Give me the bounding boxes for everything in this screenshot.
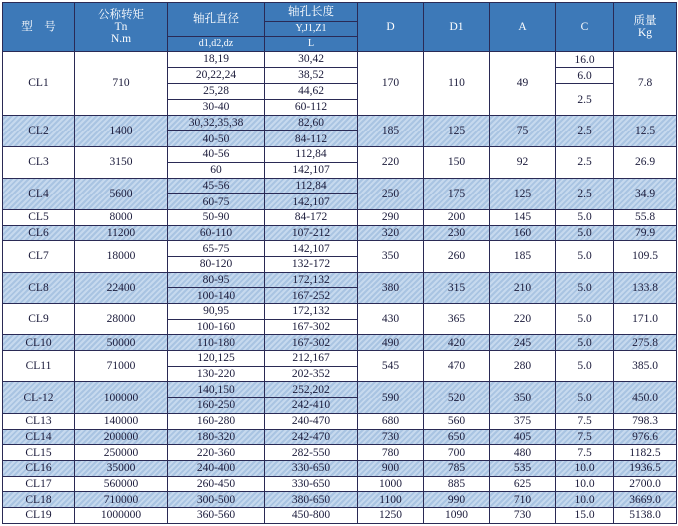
c-cell: 5.0: [556, 335, 614, 351]
mass-cell: 976.6: [614, 429, 677, 445]
mass-cell: 5138.0: [614, 507, 677, 523]
table-row: [3, 429, 677, 445]
table-row: [3, 335, 677, 351]
bore-diameter-cell: 50-90: [168, 209, 265, 225]
a-cell: 480: [490, 445, 556, 461]
mass-cell: 26.9: [614, 147, 677, 178]
torque-cell: 140000: [75, 413, 168, 429]
a-cell: 92: [490, 147, 556, 178]
c-cell: 10.0: [556, 492, 614, 508]
table-row: [3, 413, 677, 429]
bore-length-cell: 60-112: [265, 99, 358, 115]
bore-length-cell: 84-172: [265, 209, 358, 225]
d-cell: 1100: [358, 492, 424, 508]
header-mass-name: 质量: [633, 14, 657, 27]
torque-cell: 1000000: [75, 507, 168, 523]
table-row: [3, 147, 677, 163]
a-cell: 535: [490, 460, 556, 476]
table-row: [3, 272, 677, 288]
bore-length-cell: 450-800: [265, 507, 358, 523]
d-cell: 220: [358, 147, 424, 178]
header-bore-diameter-sub: d1,d2,dz: [168, 37, 265, 52]
bore-length-cell: 112,84: [265, 147, 358, 163]
bore-diameter-cell: 60-75: [168, 194, 265, 210]
table-row: [3, 241, 677, 257]
bore-length-cell: 44,62: [265, 83, 358, 99]
a-cell: 625: [490, 476, 556, 492]
torque-cell: 71000: [75, 351, 168, 382]
bore-length-cell: 167-302: [265, 319, 358, 335]
torque-cell: 8000: [75, 209, 168, 225]
bore-length-cell: 380-650: [265, 492, 358, 508]
bore-diameter-cell: 30,32,35,38: [168, 115, 265, 131]
d-cell: 185: [358, 115, 424, 146]
header-torque: [75, 3, 168, 52]
table-row: [3, 382, 677, 398]
model-cell: CL17: [3, 476, 75, 492]
model-cell: CL2: [3, 115, 75, 146]
torque-cell: 200000: [75, 429, 168, 445]
header-bore-length-sub: Y,J1,Z1: [265, 22, 358, 37]
mass-cell: 450.0: [614, 382, 677, 413]
d1-cell: 470: [424, 351, 490, 382]
d-cell: 545: [358, 351, 424, 382]
table-row: [3, 460, 677, 476]
bore-diameter-cell: 120,125: [168, 351, 265, 367]
a-cell: 730: [490, 507, 556, 523]
torque-cell: 100000: [75, 382, 168, 413]
bore-diameter-cell: 240-400: [168, 460, 265, 476]
bore-diameter-cell: 40-50: [168, 131, 265, 147]
model-cell: CL1: [3, 52, 75, 116]
mass-cell: 79.9: [614, 225, 677, 241]
mass-cell: 7.8: [614, 52, 677, 116]
c-cell: 5.0: [556, 382, 614, 413]
mass-cell: 2700.0: [614, 476, 677, 492]
table-row: [3, 507, 677, 523]
a-cell: 145: [490, 209, 556, 225]
torque-cell: 710: [75, 52, 168, 116]
d1-cell: 520: [424, 382, 490, 413]
bore-length-cell: 330-650: [265, 460, 358, 476]
torque-cell: 1400: [75, 115, 168, 146]
bore-length-cell: 107-212: [265, 225, 358, 241]
d1-cell: 150: [424, 147, 490, 178]
d1-cell: 1090: [424, 507, 490, 523]
d1-cell: 785: [424, 460, 490, 476]
bore-diameter-cell: 60-110: [168, 225, 265, 241]
d1-cell: 125: [424, 115, 490, 146]
d1-cell: 200: [424, 209, 490, 225]
d-cell: 250: [358, 178, 424, 209]
model-cell: CL15: [3, 445, 75, 461]
mass-cell: 171.0: [614, 304, 677, 335]
a-cell: 160: [490, 225, 556, 241]
d1-cell: 560: [424, 413, 490, 429]
bore-diameter-cell: 300-500: [168, 492, 265, 508]
c-cell: 5.0: [556, 304, 614, 335]
torque-cell: 18000: [75, 241, 168, 272]
a-cell: 75: [490, 115, 556, 146]
spec-table-container: [2, 2, 676, 522]
a-cell: 350: [490, 382, 556, 413]
bore-length-cell: 142,107: [265, 241, 358, 257]
bore-length-cell: 142,107: [265, 162, 358, 178]
c-cell: 7.5: [556, 429, 614, 445]
mass-cell: 133.8: [614, 272, 677, 303]
header-bore-diameter: 轴孔直径: [168, 3, 265, 37]
c-cell: 7.5: [556, 413, 614, 429]
table-row: [3, 476, 677, 492]
d-cell: 430: [358, 304, 424, 335]
c-cell: 2.5: [556, 147, 614, 178]
header-c: C: [556, 3, 614, 52]
c-cell: 5.0: [556, 225, 614, 241]
d-cell: 1250: [358, 507, 424, 523]
table-row: [3, 304, 677, 320]
mass-cell: 34.9: [614, 178, 677, 209]
torque-cell: 5600: [75, 178, 168, 209]
model-cell: CL5: [3, 209, 75, 225]
d-cell: 900: [358, 460, 424, 476]
model-cell: CL11: [3, 351, 75, 382]
d1-cell: 990: [424, 492, 490, 508]
bore-diameter-cell: 65-75: [168, 241, 265, 257]
d1-cell: 650: [424, 429, 490, 445]
bore-diameter-cell: 90,95: [168, 304, 265, 320]
bore-length-cell: 282-550: [265, 445, 358, 461]
table-row: [3, 115, 677, 131]
bore-length-cell: 242-470: [265, 429, 358, 445]
table-row: [3, 178, 677, 194]
mass-cell: 1182.5: [614, 445, 677, 461]
bore-diameter-cell: 180-320: [168, 429, 265, 445]
c-cell: 5.0: [556, 241, 614, 272]
mass-cell: 385.0: [614, 351, 677, 382]
c-cell: 5.0: [556, 272, 614, 303]
torque-cell: 22400: [75, 272, 168, 303]
bore-length-cell: 38,52: [265, 67, 358, 83]
c-cell: 2.5: [556, 178, 614, 209]
d1-cell: 420: [424, 335, 490, 351]
a-cell: 210: [490, 272, 556, 303]
bore-length-cell: 172,132: [265, 304, 358, 320]
c-cell: 7.5: [556, 445, 614, 461]
mass-cell: 275.8: [614, 335, 677, 351]
bore-diameter-cell: 100-140: [168, 288, 265, 304]
d1-cell: 230: [424, 225, 490, 241]
bore-length-cell: 202-352: [265, 366, 358, 382]
model-cell: CL14: [3, 429, 75, 445]
bore-diameter-cell: 18,19: [168, 52, 265, 68]
a-cell: 710: [490, 492, 556, 508]
header-d1: D1: [424, 3, 490, 52]
bore-diameter-cell: 40-56: [168, 147, 265, 163]
bore-diameter-cell: 20,22,24: [168, 67, 265, 83]
torque-cell: 560000: [75, 476, 168, 492]
bore-length-cell: 252,202: [265, 382, 358, 398]
bore-length-cell: 330-650: [265, 476, 358, 492]
mass-cell: 109.5: [614, 241, 677, 272]
d1-cell: 260: [424, 241, 490, 272]
d1-cell: 110: [424, 52, 490, 116]
a-cell: 125: [490, 178, 556, 209]
model-cell: CL4: [3, 178, 75, 209]
d-cell: 680: [358, 413, 424, 429]
bore-diameter-cell: 60: [168, 162, 265, 178]
torque-cell: 250000: [75, 445, 168, 461]
table-row: [3, 52, 677, 68]
mass-cell: 798.3: [614, 413, 677, 429]
table-row: [3, 492, 677, 508]
d1-cell: 700: [424, 445, 490, 461]
d1-cell: 315: [424, 272, 490, 303]
bore-diameter-cell: 30-40: [168, 99, 265, 115]
d-cell: 490: [358, 335, 424, 351]
bore-diameter-cell: 160-280: [168, 413, 265, 429]
d-cell: 730: [358, 429, 424, 445]
c-cell: 10.0: [556, 476, 614, 492]
header-model: 型 号: [3, 3, 75, 52]
mass-cell: 55.8: [614, 209, 677, 225]
bore-diameter-cell: 25,28: [168, 83, 265, 99]
header-a: A: [490, 3, 556, 52]
bore-length-cell: 212,167: [265, 351, 358, 367]
coupling-spec-table: [2, 2, 677, 524]
mass-cell: 1936.5: [614, 460, 677, 476]
a-cell: 185: [490, 241, 556, 272]
bore-length-cell: 82,60: [265, 115, 358, 131]
bore-length-cell: 84-112: [265, 131, 358, 147]
c-cell: 10.0: [556, 460, 614, 476]
table-row: [3, 445, 677, 461]
bore-length-cell: 172,132: [265, 272, 358, 288]
header-torque-name: 公称转矩: [98, 8, 144, 21]
table-row: [3, 225, 677, 241]
d1-cell: 365: [424, 304, 490, 335]
torque-cell: 11200: [75, 225, 168, 241]
d1-cell: 885: [424, 476, 490, 492]
c-cell: 5.0: [556, 351, 614, 382]
bore-diameter-cell: 220-360: [168, 445, 265, 461]
torque-cell: 50000: [75, 335, 168, 351]
bore-diameter-cell: 80-120: [168, 256, 265, 272]
model-cell: CL8: [3, 272, 75, 303]
c-value: 16.0: [556, 52, 613, 68]
model-cell: CL19: [3, 507, 75, 523]
c-cell: 2.5: [556, 115, 614, 146]
bore-diameter-cell: 140,150: [168, 382, 265, 398]
model-cell: CL18: [3, 492, 75, 508]
a-cell: 49: [490, 52, 556, 116]
torque-cell: 35000: [75, 460, 168, 476]
bore-length-cell: 30,42: [265, 52, 358, 68]
torque-cell: 710000: [75, 492, 168, 508]
bore-diameter-cell: 100-160: [168, 319, 265, 335]
model-cell: CL13: [3, 413, 75, 429]
a-cell: 220: [490, 304, 556, 335]
d-cell: 320: [358, 225, 424, 241]
model-cell: CL9: [3, 304, 75, 335]
model-cell: CL7: [3, 241, 75, 272]
header-bore-length-symbol: L: [265, 37, 358, 52]
model-cell: CL-12: [3, 382, 75, 413]
d-cell: 290: [358, 209, 424, 225]
c-values-stack: [556, 52, 613, 115]
model-cell: CL6: [3, 225, 75, 241]
d-cell: 380: [358, 272, 424, 303]
header-torque-unit: N.m: [110, 33, 132, 46]
bore-length-cell: 142,107: [265, 194, 358, 210]
bore-diameter-cell: 45-56: [168, 178, 265, 194]
mass-cell: 12.5: [614, 115, 677, 146]
bore-length-cell: 167-252: [265, 288, 358, 304]
d-cell: 1000: [358, 476, 424, 492]
header-torque-symbol: Tn: [114, 20, 128, 33]
a-cell: 245: [490, 335, 556, 351]
model-cell: CL16: [3, 460, 75, 476]
header-mass-unit: Kg: [637, 27, 653, 39]
c-value: 2.5: [577, 93, 592, 106]
bore-diameter-cell: 130-220: [168, 366, 265, 382]
a-cell: 375: [490, 413, 556, 429]
model-cell: CL3: [3, 147, 75, 178]
torque-cell: 3150: [75, 147, 168, 178]
bore-length-cell: 240-470: [265, 413, 358, 429]
header-bore-length: 轴孔长度: [265, 3, 358, 22]
bore-diameter-cell: 110-180: [168, 335, 265, 351]
c-cell: [556, 52, 614, 116]
bore-diameter-cell: 260-450: [168, 476, 265, 492]
table-row: [3, 351, 677, 367]
d1-cell: 175: [424, 178, 490, 209]
c-cell: 15.0: [556, 507, 614, 523]
d-cell: 350: [358, 241, 424, 272]
a-cell: 405: [490, 429, 556, 445]
header-d: D: [358, 3, 424, 52]
header-mass: [614, 3, 677, 52]
model-cell: CL10: [3, 335, 75, 351]
mass-cell: 3669.0: [614, 492, 677, 508]
d-cell: 170: [358, 52, 424, 116]
bore-diameter-cell: 160-250: [168, 398, 265, 414]
bore-length-cell: 167-302: [265, 335, 358, 351]
c-cell: 5.0: [556, 209, 614, 225]
torque-cell: 28000: [75, 304, 168, 335]
bore-length-cell: 242-410: [265, 398, 358, 414]
c-value: 6.0: [556, 68, 613, 84]
bore-length-cell: 112,84: [265, 178, 358, 194]
bore-diameter-cell: 360-560: [168, 507, 265, 523]
bore-diameter-cell: 80-95: [168, 272, 265, 288]
d-cell: 780: [358, 445, 424, 461]
a-cell: 280: [490, 351, 556, 382]
d-cell: 590: [358, 382, 424, 413]
bore-length-cell: 132-172: [265, 256, 358, 272]
table-row: [3, 209, 677, 225]
